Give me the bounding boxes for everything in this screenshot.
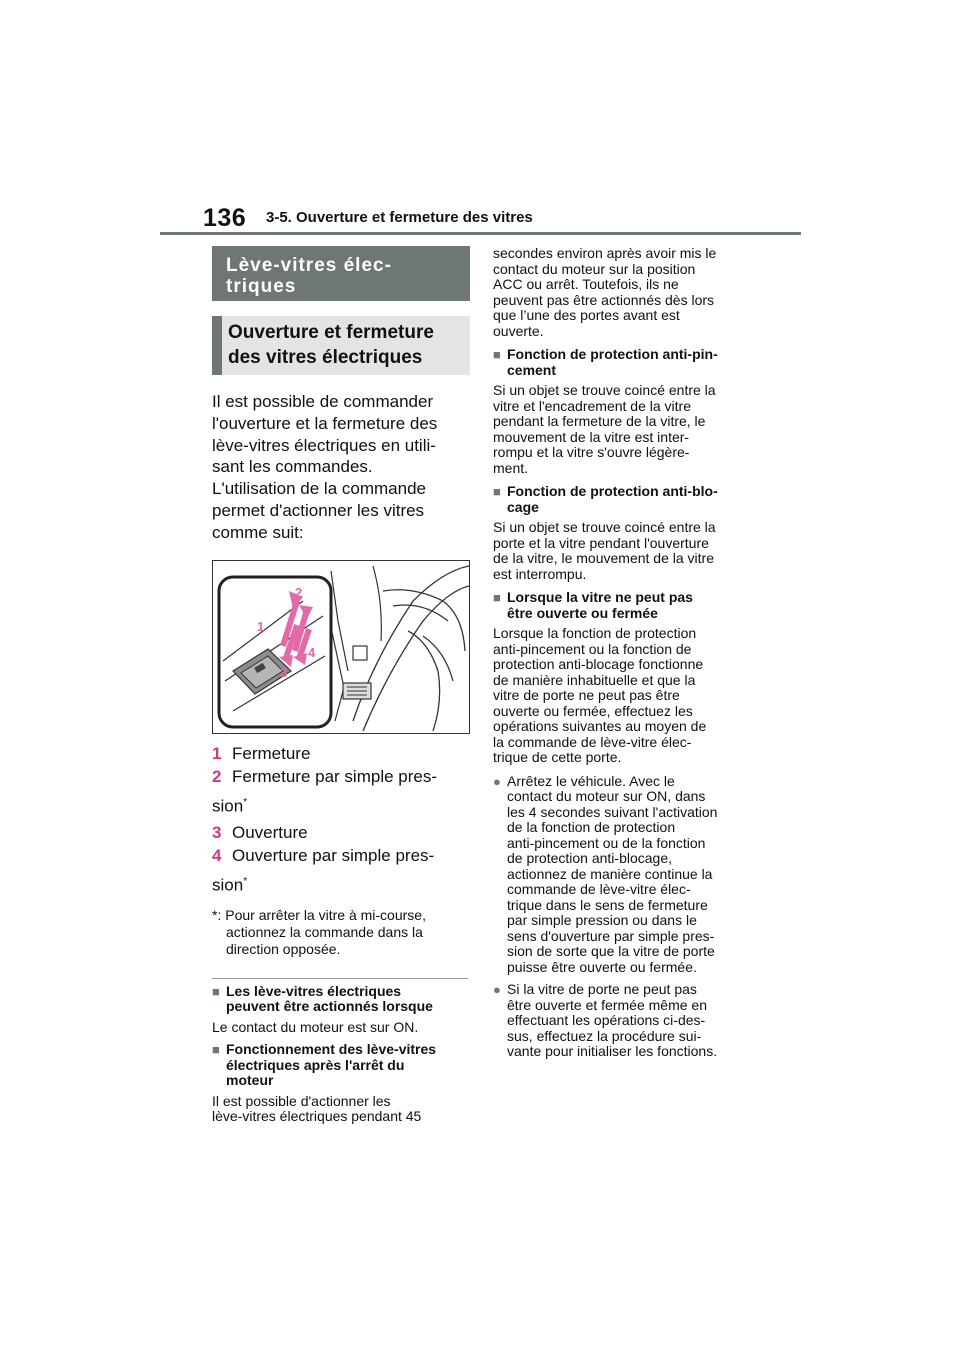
subsection-title — [212, 316, 470, 375]
square-bullet-icon: ■ — [493, 484, 501, 499]
note-line: vitre et l'encadrement de la vitre — [493, 397, 691, 414]
note-line: Si un objet se trouve coincé entre la — [493, 382, 716, 398]
note-heading — [493, 484, 751, 515]
bullet-line: actionnez de manière continue la — [507, 865, 713, 882]
figure-label-4: 4 — [308, 644, 316, 660]
bullet-line: les 4 secondes suivant l'activation — [507, 803, 718, 820]
note-line: secondes environ après avoir mis le — [493, 245, 717, 261]
note-line: opérations suivantes au moyen de — [493, 718, 707, 734]
bullet-item — [493, 982, 751, 1060]
square-bullet-icon: ■ — [493, 347, 501, 362]
step-text: Ouverture — [232, 823, 308, 843]
note-heading-line: Lorsque la vitre ne peut pas — [507, 589, 693, 605]
chapter-heading: 3-5. Ouverture et fermeture des vitres — [266, 209, 533, 226]
note-heading-line: être ouverte ou fermée — [507, 604, 658, 621]
intro-line: lève-vitres électriques en utili- — [212, 435, 436, 455]
intro-paragraph — [212, 391, 470, 544]
note-heading — [212, 984, 470, 1015]
bullet-line: anti-pincement ou de la fonction — [507, 834, 706, 851]
note-body — [212, 1020, 470, 1036]
note-line: ouverte ou fermée, effectuez les — [493, 702, 693, 719]
note-heading-line: peuvent être actionnés lorsque — [226, 998, 433, 1015]
note-body — [212, 1094, 470, 1125]
note-line: ACC ou arrêt. Toutefois, ils ne — [493, 276, 679, 292]
note-heading — [493, 590, 751, 621]
bullet-line: Arrêtez le véhicule. Avec le — [507, 772, 675, 789]
circle-bullet-icon: ● — [493, 773, 501, 789]
continued-paragraph — [493, 246, 751, 339]
note-heading — [493, 347, 751, 378]
note-line: trique de cette porte. — [493, 749, 622, 765]
note-heading-line: électriques après l'arrêt du — [226, 1056, 405, 1073]
step-continuation — [212, 788, 470, 822]
note-heading-line: Fonction de protection anti-pin- — [507, 346, 718, 362]
note-line: Il est possible d'actionner les — [212, 1092, 391, 1109]
bullet-line: de la fonction de protection — [507, 819, 676, 835]
footnote-line: direction opposée. — [226, 940, 341, 957]
note-heading-line: Les lève-vitres électriques — [226, 982, 402, 999]
step-number: 4 — [212, 846, 222, 866]
header-rule — [160, 232, 801, 235]
subsection-title-line: Ouverture et fermeture — [228, 322, 434, 343]
step-number: 3 — [212, 823, 222, 843]
bullet-line: par simple pression ou dans le — [507, 912, 697, 928]
note-line: lève-vitres électriques pendant 45 — [212, 1108, 422, 1125]
section-title-line: triques — [226, 276, 297, 297]
step-text: sion — [212, 875, 244, 895]
asterisk-mark: * — [243, 876, 248, 888]
bullet-line: de protection anti-blocage, — [507, 850, 672, 866]
page-number: 136 — [203, 204, 247, 232]
note-line: peuvent pas être actionnés dès lors — [493, 291, 715, 308]
note-line: protection anti-blocage fonctionne — [493, 656, 704, 672]
step-item — [212, 765, 470, 788]
bullet-line: commande de lève-vitre élec- — [507, 881, 691, 897]
note-line: ment. — [493, 459, 529, 476]
step-number: 2 — [212, 766, 222, 786]
circle-bullet-icon: ● — [493, 982, 501, 997]
note-body — [493, 520, 751, 582]
bullet-line: sus, effectuez la procédure sui- — [507, 1027, 702, 1044]
step-text: Ouverture par simple pres- — [232, 846, 435, 866]
step-continuation — [212, 867, 470, 901]
step-text: sion — [212, 796, 244, 816]
bullet-item — [493, 774, 751, 976]
note-line: Lorsque la fonction de protection — [493, 625, 697, 641]
section-title — [212, 246, 470, 301]
bullet-line: contact du moteur sur ON, dans — [507, 788, 706, 804]
step-text: Fermeture par simple pres- — [232, 766, 438, 786]
note-body — [493, 626, 751, 766]
note-heading — [212, 1042, 470, 1089]
figure-label-2: 2 — [295, 584, 303, 600]
figure-label-3: 3 — [280, 664, 288, 680]
right-column — [493, 246, 751, 1060]
section-title-line: Lève-vitres élec- — [226, 255, 392, 276]
square-bullet-icon: ■ — [212, 983, 220, 999]
left-column — [212, 246, 470, 1125]
note-line: contact du moteur sur la position — [493, 260, 696, 277]
note-heading-line: Fonction de protection anti-blo- — [507, 483, 718, 499]
note-heading-line: moteur — [226, 1072, 274, 1089]
note-heading-line: Fonctionnement des lève-vitres — [226, 1041, 437, 1058]
note-line: mouvement de la vitre est inter- — [493, 428, 690, 445]
step-number: 1 — [212, 743, 222, 763]
divider — [212, 978, 468, 979]
note-body — [493, 383, 751, 476]
intro-line: comme suit: — [212, 522, 304, 542]
footnote-line: *: Pour arrêter la vitre à mi-course, — [212, 906, 426, 923]
square-bullet-icon: ■ — [212, 1042, 220, 1058]
bullet-line: effectuant les opérations ci-des- — [507, 1012, 706, 1028]
note-line: la commande de lève-vitre élec- — [493, 733, 692, 750]
note-line: rompu et la vitre s'ouvre légère- — [493, 444, 690, 460]
square-bullet-icon: ■ — [493, 590, 501, 605]
intro-line: l'ouverture et la fermeture des — [212, 413, 438, 433]
asterisk-mark: * — [243, 796, 248, 808]
figure-label-1: 1 — [257, 618, 265, 634]
step-text: Fermeture — [232, 743, 311, 763]
footnote — [212, 907, 470, 958]
note-line: ouverte. — [493, 322, 544, 339]
note-heading-line: cement — [507, 361, 557, 378]
step-item — [212, 742, 470, 765]
bullet-line: vante pour initialiser les fonctions. — [507, 1043, 718, 1059]
bullet-line: Si la vitre de porte ne peut pas — [507, 981, 697, 997]
bullet-line: trique dans le sens de fermeture — [507, 896, 708, 913]
footnote-line: actionnez la commande dans la — [226, 923, 423, 940]
note-line: que l’une des portes avant est — [493, 307, 680, 323]
bullet-line: sion de sorte que la vitre de porte — [507, 943, 715, 959]
intro-line: Il est possible de commander — [212, 392, 434, 411]
note-line: Le contact du moteur est sur ON. — [212, 1018, 419, 1035]
note-line: anti-pincement ou la fonction de — [493, 640, 692, 657]
note-line: vitre de porte ne peut pas être — [493, 687, 680, 703]
note-line: est interrompu. — [493, 565, 587, 582]
intro-line: sant les commandes. — [212, 457, 373, 477]
bullet-line: être ouverte et fermée même en — [507, 996, 707, 1013]
illustration-svg — [213, 561, 469, 733]
note-line: de manière inhabituelle et que la — [493, 671, 696, 688]
intro-line: L'utilisation de la commande — [212, 479, 426, 499]
step-list — [212, 742, 470, 901]
window-switch-illustration — [212, 560, 470, 734]
bullet-line: puisse être ouverte ou fermée. — [507, 958, 697, 975]
note-line: de la vitre, le mouvement de la vitre — [493, 550, 714, 566]
step-item — [212, 844, 470, 867]
bullet-line: sens d'ouverture par simple pres- — [507, 927, 715, 944]
intro-line: permet d'actionner les vitres — [212, 500, 425, 520]
note-heading-line: cage — [507, 498, 539, 515]
note-line: porte et la vitre pendant l'ouverture — [493, 534, 709, 551]
note-line: Si un objet se trouve coincé entre la — [493, 519, 716, 535]
subsection-title-line: des vitres électriques — [228, 347, 423, 368]
note-line: pendant la fermeture de la vitre, le — [493, 413, 706, 429]
step-item — [212, 821, 470, 844]
